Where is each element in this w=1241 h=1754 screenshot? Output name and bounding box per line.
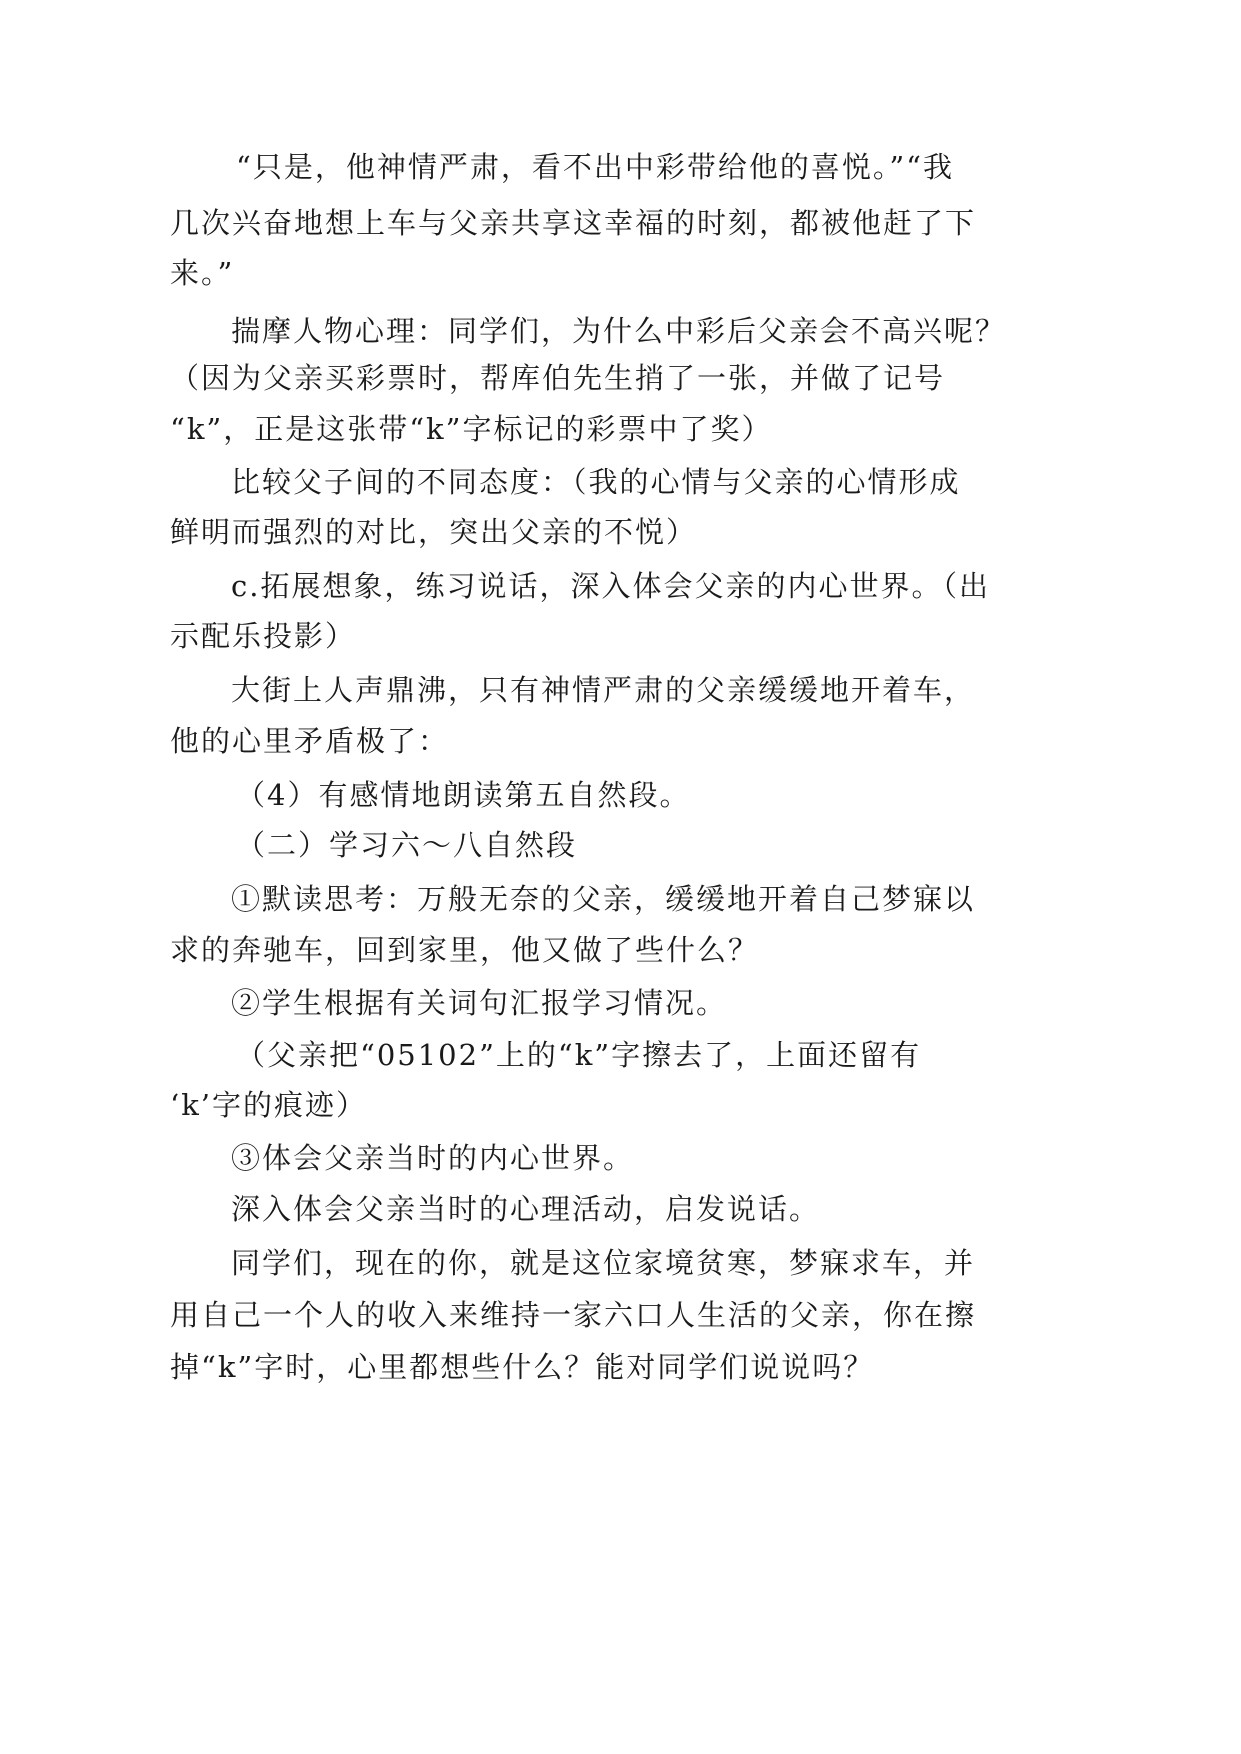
text-line: ③体会父亲当时的内心世界。: [231, 1141, 635, 1175]
text-line: 求的奔驰车，回到家里，他又做了些什么？: [170, 933, 760, 967]
text-line: 深入体会父亲当时的心理活动，启发说话。: [231, 1192, 821, 1226]
text-line: ‘k’字的痕迹）: [170, 1088, 368, 1122]
text-line: 大街上人声鼎沸，只有神情严肃的父亲缓缓地开着车，: [231, 673, 976, 707]
text-line: （二）学习六～八自然段: [236, 828, 578, 862]
text-line: 掉“k”字时，心里都想些什么？能对同学们说说吗？: [170, 1350, 875, 1384]
text-line: ②学生根据有关词句汇报学习情况。: [231, 986, 728, 1020]
text-line: c.拓展想象，练习说话，深入体会父亲的内心世界。（出: [231, 569, 990, 603]
text-line: “k”，正是这张带“k”字标记的彩票中了奖）: [170, 412, 773, 446]
text-line: 他的心里矛盾极了：: [170, 724, 450, 758]
text-line: 揣摩人物心理：同学们，为什么中彩后父亲会不高兴呢？: [231, 314, 1007, 348]
text-line: （因为父亲买彩票时，帮库伯先生捎了一张，并做了记号: [170, 361, 946, 395]
text-line: 鲜明而强烈的对比，突出父亲的不悦）: [170, 515, 698, 549]
text-line: ①默读思考：万般无奈的父亲，缓缓地开着自己梦寐以: [231, 882, 976, 916]
text-line: 几次兴奋地想上车与父亲共享这幸福的时刻，都被他赶了下: [170, 206, 977, 240]
text-line: 同学们，现在的你，就是这位家境贫寒，梦寐求车，并: [231, 1246, 976, 1280]
text-line: 比较父子间的不同态度：（我的心情与父亲的心情形成: [231, 465, 961, 499]
text-line: 来。”: [170, 256, 235, 290]
text-line: “只是，他神情严肃，看不出中彩带给他的喜悦。”“我: [236, 150, 954, 184]
text-line: 示配乐投影）: [170, 619, 357, 653]
text-line: （4）有感情地朗读第五自然段。: [236, 778, 691, 812]
text-line: 用自己一个人的收入来维持一家六口人生活的父亲，你在擦: [170, 1298, 977, 1332]
text-line: （父亲把“05102”上的“k”字擦去了，上面还留有: [236, 1038, 922, 1072]
